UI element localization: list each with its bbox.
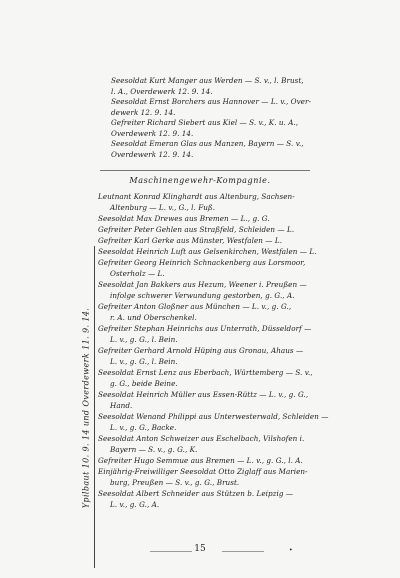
decorative-dot: •: [289, 547, 293, 554]
entry-line: Seesoldat Kurt Manger aus Werden — S. v., l. Brust,: [111, 76, 304, 85]
entry-line: Altenburg — L. v., G., l. Fuß.: [110, 202, 216, 212]
page-number: 15: [194, 544, 206, 554]
entry-line: Seesoldat Heinrich Müller aus Essen-Rüttz — L. v., g. G.,: [98, 390, 309, 399]
entry-line: Seesoldat Ernst Borchers aus Hannover — L. v., Over-: [111, 97, 311, 106]
entry-line: Seesoldat Ernst Lenz aus Eberbach, Württemberg — S. v.,: [98, 368, 313, 377]
entry-line: Seesoldat Heinrich Luft aus Gelsenkirchen, Westfalen — L.: [98, 247, 317, 256]
entry-line: L. v., g. G., A.: [110, 499, 160, 509]
entry-line: Seesoldat Max Drewes aus Bremen — L., g. G.: [98, 214, 270, 223]
entry-line: infolge schwerer Verwundung gestorben, g. G., A.: [110, 290, 295, 300]
entry-line: Gefreiter Gerhard Arnold Hüping aus Gronau, Ahaus —: [98, 346, 304, 355]
entry-line: Gefreiter Karl Gerke aus Münster, Westfalen — L.: [98, 236, 283, 245]
entry-line: Seesoldat Albert Schneider aus Stützen b. Leipzig —: [98, 489, 294, 498]
entry-line: Osterholz — L.: [110, 268, 165, 278]
entry-line: Hand.: [110, 400, 133, 410]
entry-line: L. v., g. G., l. Bein.: [110, 334, 178, 344]
entry-line: r. A. und Oberschenkel.: [110, 312, 197, 322]
entry-line: Seesoldat Emeran Glas aus Manzen, Bayern — S. v.,: [111, 139, 304, 148]
entry-line: burg, Preußen — S. v., g. G., Brust.: [110, 477, 240, 487]
section-heading: Maschinengewehr-Kompagnie.: [129, 176, 271, 185]
entry-line: Overdewerk 12. 9. 14.: [111, 149, 194, 159]
entry-line: Gefreiter Hugo Semmue aus Bremen — L. v., g. G., l. A.: [98, 456, 303, 465]
side-label: Ypilbaut 10. 9. 14 und Overdewerk 11. 9. 14.: [81, 307, 91, 509]
entry-line: g. G., beide Beine.: [110, 378, 178, 388]
entry-line: Leutnant Konrad Klinghardt aus Altenburg, Sachsen-: [98, 192, 295, 201]
entry-line: Overdewerk 12. 9. 14.: [111, 128, 194, 138]
entry-line: Gefreiter Peter Gehlen aus Straßfeld, Schleiden — L.: [98, 225, 295, 234]
entry-line: Einjährig-Freiwilliger Seesoldat Otto Ziglaff aus Marien-: [98, 467, 308, 476]
section-divider: [100, 170, 310, 171]
entry-line: Gefreiter Anton Gloßner aus München — L. v., g. G.,: [98, 302, 292, 311]
entry-line: dewerk 12. 9. 14.: [111, 107, 176, 117]
entry-line: Gefreiter Richard Siebert aus Kiel — S. v., K. u. A.,: [111, 118, 299, 127]
entry-line: Seesoldat Jan Bakkers aus Hezum, Weener i. Preußen —: [98, 280, 307, 289]
entry-line: Gefreiter Georg Heinrich Schnackenberg aus Lorsmoor,: [98, 258, 306, 267]
entry-line: L. v., g. G., Backe.: [110, 422, 177, 432]
entry-line: Bayern — S. v., g. G., K.: [110, 444, 198, 454]
entry-line: l. A., Overdewerk 12. 9. 14.: [111, 86, 213, 96]
entry-line: Seesoldat Anton Schweizer aus Eschelbach, Vilshofen i.: [98, 434, 305, 443]
entry-line: Gefreiter Stephan Heinrichs aus Unterrath, Düsseldorf —: [98, 324, 312, 333]
entry-line: L. v., g. G., l. Bein.: [110, 356, 178, 366]
footer-rule-right: [222, 551, 264, 552]
entry-line: Seesoldat Wenand Philippi aus Unterwesterwald, Schleiden —: [98, 412, 329, 421]
side-bracket-line: [94, 246, 95, 568]
